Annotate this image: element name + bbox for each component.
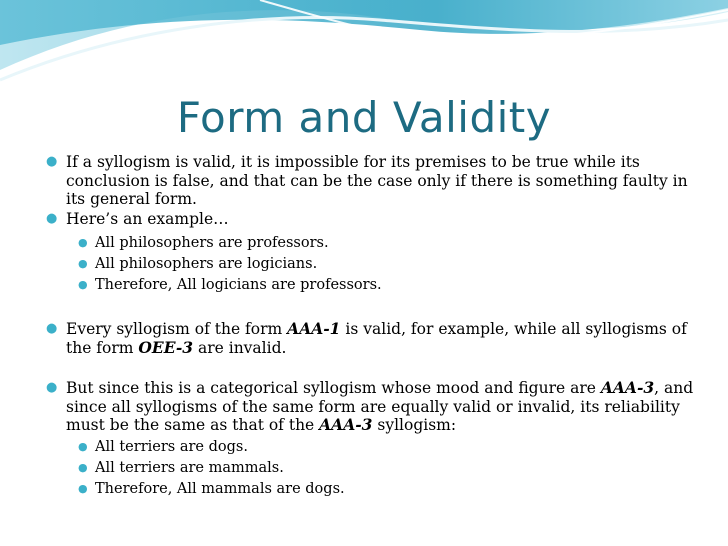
bullet-example-intro: Here’s an example… (66, 210, 229, 228)
text-segment: But since this is a categorical syllogism whose mood and figure are (66, 379, 601, 397)
sub-bullet-marker-icon: ● (78, 440, 88, 453)
sub-bullet-premise-1: All philosophers are professors. (95, 235, 329, 251)
text-segment: , and since all syllogisms of the same form are equally valid or invalid, its reliability must be the same as that of the (66, 379, 694, 434)
sub-bullet-marker-icon: ● (78, 482, 88, 495)
sub-bullet-marker-icon: ● (78, 236, 88, 249)
header-wave-decoration (0, 0, 728, 90)
text-segment: are invalid. (193, 338, 287, 357)
form-code: AAA-3 (319, 415, 373, 434)
bullet-marker-icon: ● (46, 380, 58, 395)
form-code: AAA-3 (600, 378, 655, 397)
text-segment: syllogism: (372, 416, 457, 434)
text-segment: is valid, for example, while all syllogisms of the form (66, 320, 687, 357)
form-code: OEE-3 (138, 337, 194, 357)
sub-bullet-terriers-dogs: All terriers are dogs. (95, 439, 248, 455)
bullet-marker-icon: ● (46, 211, 58, 226)
bullet-categorical-syllogism (66, 379, 706, 435)
sub-bullet-marker-icon: ● (78, 461, 88, 474)
sub-bullet-mammals-dogs: Therefore, All mammals are dogs. (95, 481, 345, 497)
sub-bullet-conclusion: Therefore, All logicians are professors. (95, 277, 382, 293)
sub-bullet-terriers-mammals: All terriers are mammals. (95, 460, 284, 476)
bullet-marker-icon: ● (46, 154, 58, 169)
bullet-forms-example (66, 320, 706, 357)
sub-bullet-marker-icon: ● (78, 257, 88, 270)
bullet-marker-icon: ● (46, 321, 58, 336)
bullet-validity-definition: If a syllogism is valid, it is impossible for its premises to be true while its conclusion is false, and that can be the case only if there is something faulty in its general form. (66, 153, 688, 208)
slide-title: Form and Validity (176, 93, 552, 142)
form-code: AAA-1 (287, 319, 341, 338)
sub-bullet-premise-2: All philosophers are logicians. (95, 256, 318, 272)
sub-bullet-marker-icon: ● (78, 278, 88, 291)
text-segment: Every syllogism of the form (66, 320, 288, 338)
